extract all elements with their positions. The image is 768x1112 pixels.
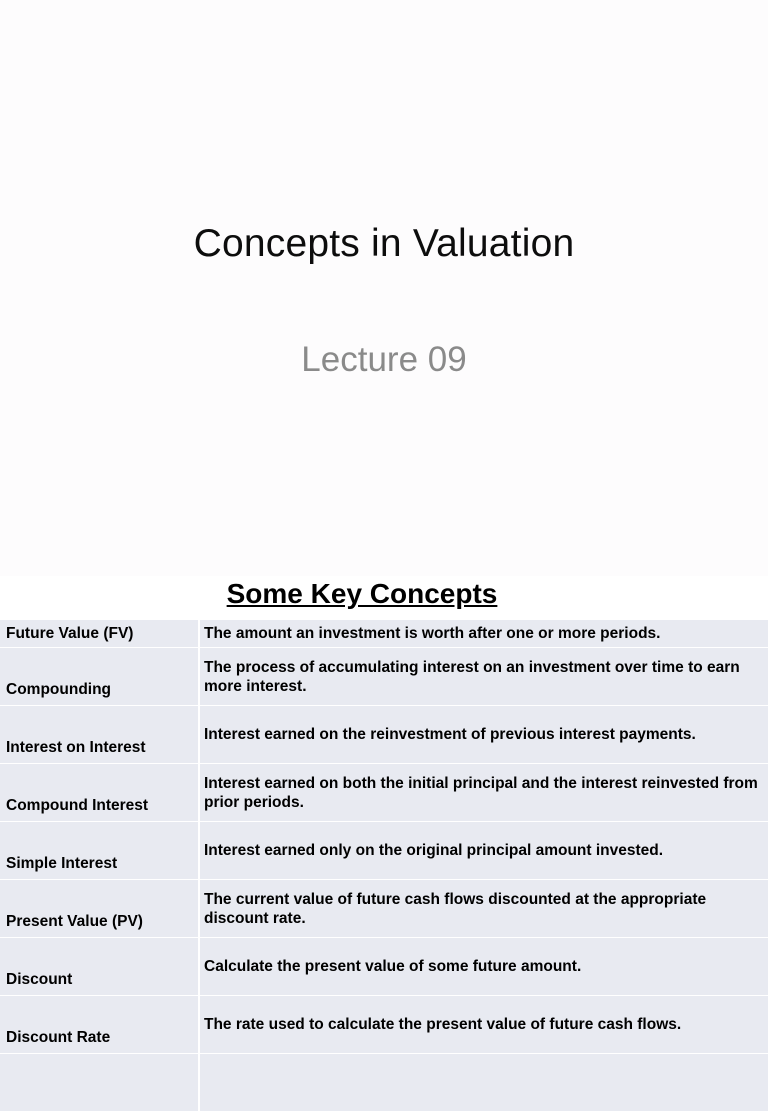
- concept-term: Compounding: [0, 648, 199, 706]
- slide-subtitle: Lecture 09: [301, 340, 467, 379]
- concept-term: Interest on Interest: [0, 706, 199, 764]
- concept-term: Discount: [0, 938, 199, 996]
- concept-term: Discount Rate: [0, 996, 199, 1054]
- concepts-table: [0, 619, 768, 1112]
- concept-definition: Interest earned on both the initial principal and the interest reinvested from prior periods.: [199, 764, 768, 822]
- concept-definition: Interest earned on the reinvestment of previous interest payments.: [199, 706, 768, 764]
- concept-term: Simple Interest: [0, 822, 199, 880]
- table-row: [0, 706, 768, 764]
- concept-definition: Calculate the present value of some future amount.: [199, 938, 768, 996]
- concept-definition: The current value of future cash flows discounted at the appropriate discount rate.: [199, 880, 768, 938]
- key-concepts-slide: [0, 576, 768, 1046]
- key-concepts-heading: Some Key Concepts: [226, 578, 498, 609]
- slide-title: Concepts in Valuation: [193, 222, 575, 265]
- table-row: [0, 822, 768, 880]
- concept-definition: Interest earned only on the original principal amount invested.: [199, 822, 768, 880]
- concept-definition: The rate used to calculate the present value of future cash flows.: [199, 996, 768, 1054]
- concept-term: Present Value (PV): [0, 880, 199, 938]
- table-row: [0, 938, 768, 996]
- table-row: [0, 880, 768, 938]
- concept-definition: The process of accumulating interest on an investment over time to earn more interest.: [199, 648, 768, 706]
- table-row: [0, 1054, 768, 1112]
- concept-term: Compound Interest: [0, 764, 199, 822]
- table-row: [0, 620, 768, 648]
- concept-definition: [199, 1054, 768, 1112]
- table-row: [0, 764, 768, 822]
- concept-term: [0, 1054, 199, 1112]
- table-row: [0, 648, 768, 706]
- concept-definition: The amount an investment is worth after one or more periods.: [199, 620, 768, 648]
- table-row: [0, 996, 768, 1054]
- concept-term: Future Value (FV): [0, 620, 199, 648]
